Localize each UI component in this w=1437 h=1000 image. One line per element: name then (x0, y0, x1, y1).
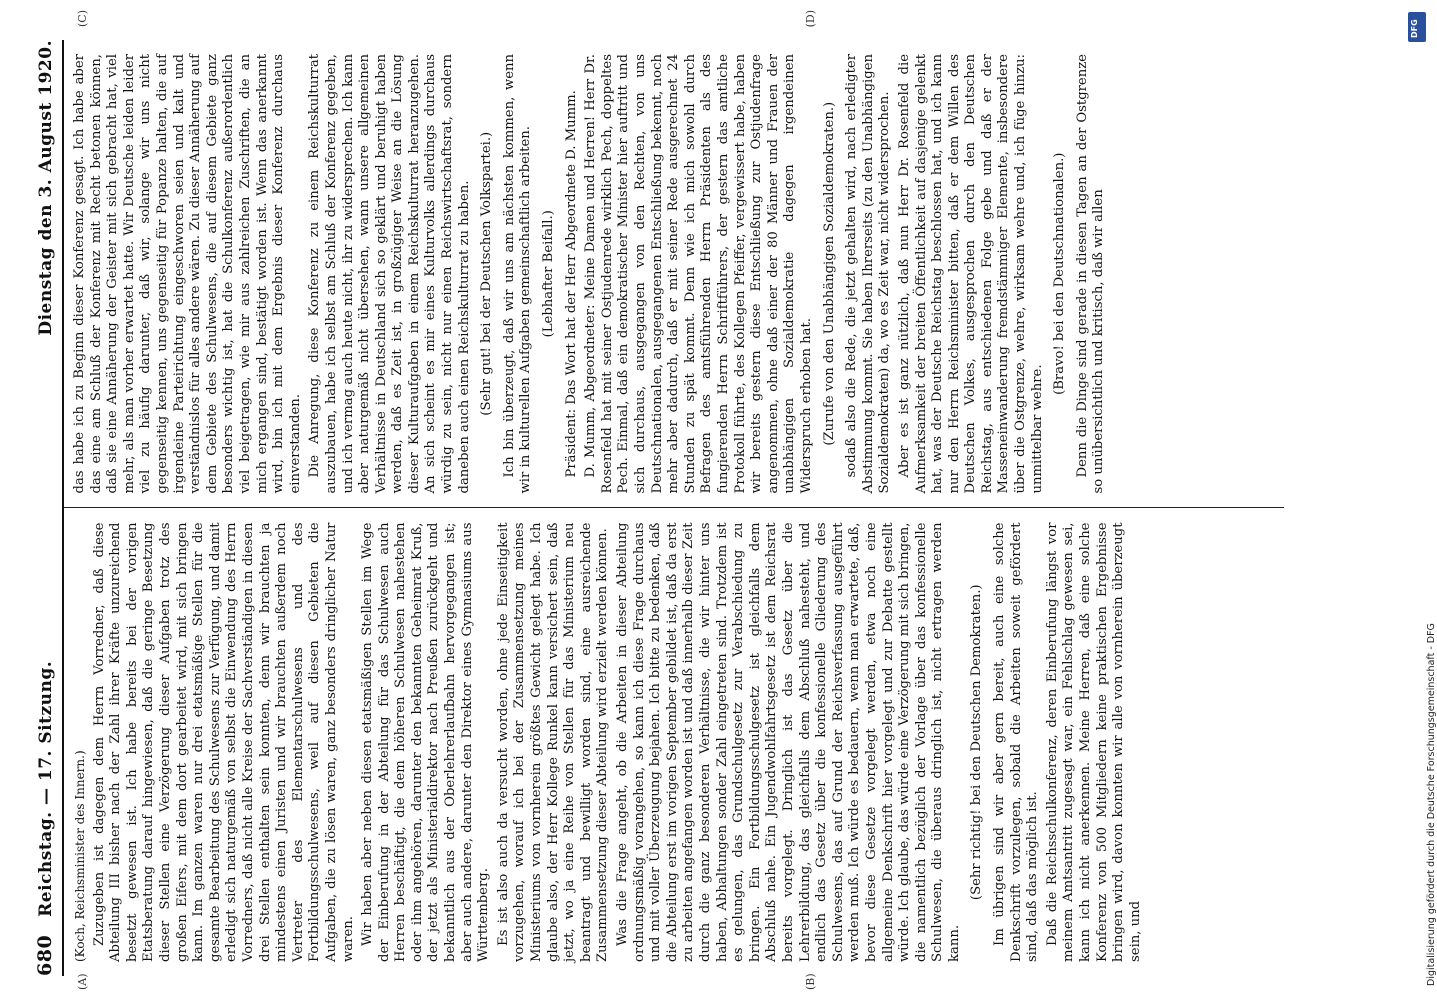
marker-b: (B) (804, 973, 817, 990)
marker-a: (A) (76, 973, 89, 990)
left-paragraph: Im übrigen sind wir aber gern bereit, auch eine solche Denkschrift vorzulegen, sobald die Arbeiten soweit gefördert sind, daß das möglich ist. (992, 522, 1041, 962)
right-paragraph: (Sehr gut! bei der Deutschen Volkspartei.) (479, 131, 495, 416)
right-paragraph: Aber es ist ganz nützlich, daß nun Herr Dr. Rosenfeld die Aufmerksamkeit der breiten Öffentlichkeit auf dasjenige gelenkt hat, was der Deutsche Reichstag beschlossen hat, und ich kann nur den Herrn Reichsminister bitten, daß er dem Willen des Deutschen Volkes, ausgesprochen durch den Deutschen Reichstag, aus entschiedenen Folge gebe und daß er der Masseneinwanderung fremdstämmiger Elemente, insbesondere über die Ostgrenze, wehre, wirksam wehre und, ich füge hinzu: unmittelbar wehre. (896, 54, 1045, 494)
right-paragraph: Präsident: Das Wort hat der Herr Abgeordnete D. Mumm. (563, 90, 579, 478)
right-paragraph: (Lebhafter Beifall.) (541, 210, 557, 338)
watermark-text: Digitalisierung gefördert durch die Deutsche Forschungsgemeinschaft - DFG (1426, 623, 1437, 986)
left-paragraph: Daß die Reichsschulkonferenz, deren Einberufung längst vor meinem Amtsantritt zugesagt war, ein Fehlschlag gewesen sei, kann ich nicht anerkennen. Meine Herren, daß eine solche Konferenz von 500 Mitgliedern keine praktischen Ergebnisse bringen wird, davon konnten wir alle von vornherein überzeugt sein, und (1044, 522, 1143, 962)
left-paragraph: (Sehr richtig! bei den Deutschen Demokraten.) (969, 584, 985, 901)
left-paragraph: Zuzugeben ist dagegen dem Herrn Vorredner, daß diese Abteilung III bisher nach der Zahl ihrer Kräfte unzureichend besetzt gewesen ist. Ich habe bereits bei der vorigen Etatsberatung darauf hingewiesen, daß die geringe Besetzung dieser Stellen eine Verzögerung dieser Aufgaben trotz des großen Eifers, mit dem dort gearbeitet wird, mit sich bringen kann. Im ganzen waren nur drei etatsmäßige Stellen für die gesamte Bearbeitung des Schulwesens zur Verfügung, und damit erledigt sich naturgemäß von selbst die Einwendung des Herrn Vorredners, daß nicht alle Kreise der Sachverständigen in diesen drei Stellen enthalten sein konnten, denn wir brauchten ja mindestens einen Juristen und wir brauchten außerdem noch Vertreter des Elementarschulwesens und des Fortbildungsschulwesens, weil auf diesen Gebieten die Aufgaben, die zu lösen waren, ganz besonders dringlicher Natur waren. (91, 522, 356, 962)
right-paragraph: Denn die Dinge sind gerade in diesen Tagen an der Ostgrenze so unübersichtlich und kritisch, daß wir allen (1074, 54, 1107, 494)
right-paragraph: Die Anregung, diese Konferenz zu einem Reichskulturrat auszubauen, habe ich selbst am Schluß der Konferenz gegeben, und ich vermag auch heute nicht, ihr zu widersprechen. Ich kann aber naturgemäß nicht übersehen, wann unsere allgemeinen Verhältnisse in Deutschland sich so geklärt und beruhigt haben werden, daß es Zeit ist, in großzügiger Weise an die Lösung dieser Kulturaufgaben in einem Reichskulturrat heranzugehen. An sich scheint es mir eines Kulturvolks allerdings durchaus würdig zu sein, nicht nur einen Reichswirtschaftsrat, sondern daneben auch einen Reichskulturrat zu haben. (307, 54, 472, 494)
left-column (64, 509, 1284, 990)
header-right-title: Dienstag den 3. August 1920. (36, 40, 56, 336)
left-paragraph: Es ist also auch da versucht worden, ohne jede Einseitigkeit vorzugehen, worauf ich bei der Zusammensetzung meines Ministeriums von vornherein größtes Gewicht gelegt habe. Ich glaube also, der Herr Kollege Runkel kann versichert sein, daß jetzt, wo ja eine Reihe von Stellen für das Ministerium neu beantragt und bewilligt worden sind, eine ausreichende Zusammensetzung dieser Abteilung wird erzielt werden können. (495, 522, 611, 962)
text-columns (64, 10, 1284, 990)
left-paragraph: Was die Frage angeht, ob die Arbeiten in dieser Abteilung ordnungsmäßig vorangehen, so kann ich diese Frage durchaus und mit voller Überzeugung bejahen. Ich bitte zu bedenken, daß die Abteilung erst im vorigen September gebildet ist, daß da erst zu arbeiten angefangen worden ist und daß innerhalb dieser Zeit durch die ganz besonderen Verhältnisse, die wir hinter uns haben, Abhaltungen sonder Zahl eingetreten sind. Trotzdem ist es gelungen, das Grundschulgesetz zur Verabschiedung zu bringen. Ein Fortbildungsschulgesetz ist gleichfalls dem Abschluß nahe. Ein Jugendwohlfahrtsgesetz ist dem Reichsrat bereits vorgelegt. Dringlich ist das Gesetz über die Lehrerbildung, das gleichfalls dem Abschluß nahesteht, und endlich das Gesetz über die konfessionelle Gliederung des Schulwesens, das auf Grund der Reichsverfassung ausgeführt werden muß. Ich würde es bedauern, wenn man erwartete, daß, bevor diese Gesetze vorgelegt werden, etwa noch eine allgemeine Denkschrift hier vorgelegt und zur Debatte gestellt würde. Ich glaube, das würde eine Verzögerung mit sich bringen, die namentlich bezüglich der Vorlage über das konfessionelle Schulwesen, die überaus dringlich ist, nicht ertragen werden kann. (615, 522, 962, 962)
dfg-logo (1408, 12, 1426, 42)
header-left-title: Reichstag. — 17. Sitzung. (36, 660, 56, 917)
right-paragraph: (Zurufe von den Unabhängigen Sozialdemokraten.) (821, 101, 837, 446)
page-header (34, 40, 64, 976)
right-column (64, 10, 1284, 509)
left-paragraph: (Koch, Reichsminister des Innern.) (73, 750, 87, 962)
marker-d: (D) (804, 10, 817, 28)
left-paragraph: Wir haben aber neben diesen etatsmäßigen Stellen im Wege der Einberufung in der Abteilung für das Schulwesen auch Herren beschäftigt, die dem höheren Schulwesen nahestehen oder ihm angehören, darunter den bekannten Geheimrat Kruß, der jetzt als Ministerialdirektor nach Preußen zurückgeht und bekanntlich aus der Oberlehrerlaufbahn hervorgegangen ist; aber auch andere, darunter den Direktor eines Gymnasiums aus Württemberg. (360, 522, 492, 962)
digitization-watermark (1402, 0, 1437, 1000)
right-paragraph: das habe ich zu Beginn dieser Konferenz gesagt. Ich habe aber das eine am Schluß der Konferenz mit Recht betonen können, daß sie eine Annäherung der Geister mit sich gebracht hat, viel mehr, als man vorher erwartet hatte. Wir Deutsche leiden leider viel zu häufig darunter, daß wir, solange wir uns nicht gegenseitig kennen, uns gegenseitig für Popanze halten, die auf irgendeine Parteirichtung eingeschworen seien und kalt und verständnislos für alles andere wären. Zu dieser Annäherung auf dem Gebiete des Schulwesens, die auf diesem Gebiete ganz besonders wichtig ist, hat die Schulkonferenz außerordentlich viel beigetragen, wie mir aus zahlreichen Zuschriften, die an mich ergangen sind, bestätigt worden ist. Wenn das anerkannt wird, bin ich mit dem Ergebnis dieser Konferenz durchaus einverstanden. (72, 54, 303, 494)
right-paragraph: Ich bin überzeugt, daß wir uns am nächsten kommen, wenn wir in kulturellen Aufgaben gemeinschaftlich arbeiten. (501, 54, 534, 494)
right-paragraph: (Bravo! bei den Deutschnationalen.) (1052, 152, 1068, 395)
page-number: 680 (34, 934, 56, 976)
right-paragraph: D. Mumm, Abgeordneter: Meine Damen und Herren! Herr Dr. Rosenfeld hat mit seiner Ostjudenrede wirklich Pech, doppeltes Pech. Einmal, daß ein demokratischer Minister hier auftritt und sich durchaus, ausgegangen von den Rechten, von uns Deutschnationalen, ausgegangenen Entschließung bekennt, noch mehr aber dadurch, daß er mit seiner Rede ausgerechnet 24 Stunden zu spät kommt. Denn wie ich mich sowohl durch Befragen des amtsführenden Herrn Präsidenten als des fungierenden Herrn Schriftführers, der gestern das amtliche Protokoll führte, des Kollegen Pfeiffer, vergewissert habe, haben wir bereits gestern diese Entschließung zur Ostjudenfrage angenommen, ohne daß einer der 80 Männer und Frauen der unabhängigen Sozialdemokratie dagegen irgendeinen Widerspruch erhoben hat. (583, 54, 814, 494)
marker-c: (C) (76, 10, 89, 27)
dfg-logo-text: DFG (1410, 19, 1419, 38)
right-paragraph: sodaß also die Rede, die jetzt gehalten wird, nach erledigter Abstimmung kommt. Sie haben Ihrerseits (zu den Unabhängigen Sozialdemokraten) da, wo es Zeit war, nicht widersprochen. (844, 54, 893, 494)
